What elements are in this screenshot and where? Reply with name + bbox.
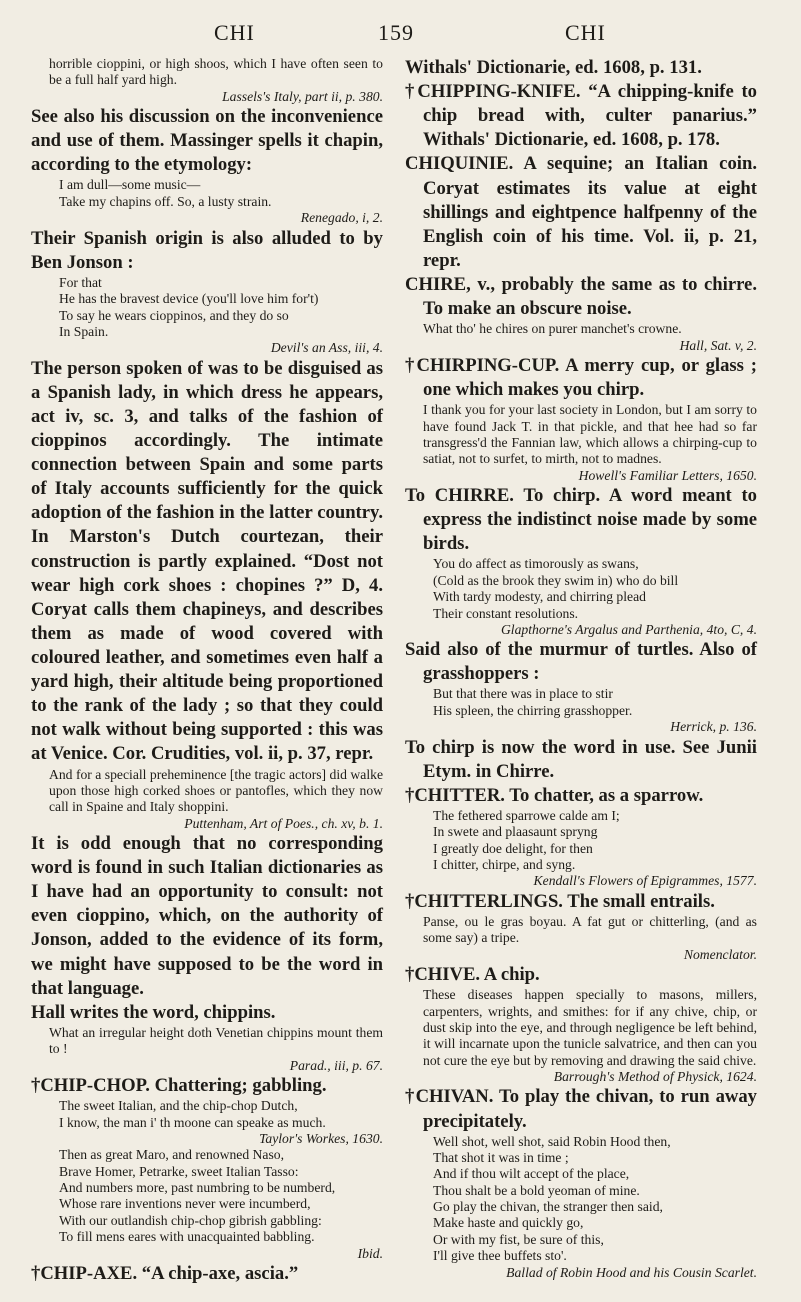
verse-line: I am dull—some music— bbox=[59, 177, 201, 193]
prose-quotation: And for a speciall preheminence [the tragic actors] did walke upon those high corked shoes or pantofles, which they now call in Spaine and Italy shoppini. bbox=[49, 766, 383, 815]
verse-quotation bbox=[405, 556, 757, 622]
verse-quotation bbox=[405, 1134, 757, 1265]
dictionary-entry: †CHITTERLINGS. The small entrails. bbox=[405, 890, 715, 912]
right-column bbox=[405, 56, 757, 1281]
citation: Renegado, i, 2. bbox=[300, 210, 383, 226]
verse-quotation bbox=[31, 1147, 383, 1245]
verse-line: Make haste and quickly go, bbox=[433, 1215, 584, 1231]
verse-line: Brave Homer, Petrarke, sweet Italian Tasso: bbox=[59, 1163, 299, 1179]
verse-line: In Spain. bbox=[59, 323, 109, 339]
citation: Howell's Familiar Letters, 1650. bbox=[578, 467, 757, 483]
verse-quotation bbox=[405, 808, 757, 874]
verse-quotation bbox=[31, 1098, 383, 1131]
body-paragraph: See also his discussion on the inconvenience and use of them. Massinger spells it chapin, according to the etymology: bbox=[31, 106, 383, 176]
dictionary-entry: †CHIPPING-KNIFE. “A chipping-knife to chip bread with, culter panarius.” Withals' Dictionarie, ed. 1608, p. 178. bbox=[405, 81, 757, 151]
prose-quotation: horrible cioppini, or high shoos, which I have often seen to be a full half yard high. bbox=[49, 56, 383, 88]
body-paragraph: Their Spanish origin is also alluded to by Ben Jonson : bbox=[31, 227, 383, 273]
verse-line: Or with my fist, be sure of this, bbox=[433, 1231, 604, 1247]
verse-line: I greatly doe delight, for then bbox=[433, 840, 593, 856]
citation: Barrough's Method of Physick, 1624. bbox=[553, 1069, 757, 1085]
verse-line: Then as great Maro, and renowned Naso, bbox=[59, 1147, 284, 1163]
verse-line: Thou shalt be a bold yeoman of mine. bbox=[433, 1182, 640, 1198]
verse-line: Take my chapins off. So, a lusty strain. bbox=[59, 193, 272, 209]
verse-line: And numbers more, past numbring to be numberd, bbox=[59, 1180, 336, 1196]
verse-line: The fethered sparrowe calde am I; bbox=[433, 807, 620, 823]
verse-line: I know, the man i' th moone can speake as much. bbox=[59, 1114, 326, 1130]
running-header bbox=[0, 12, 801, 52]
citation: Hall, Sat. v, 2. bbox=[679, 337, 757, 353]
citation: Parad., iii, p. 67. bbox=[289, 1057, 383, 1073]
verse-line: With our outlandish chip-chop gibrish gabbling: bbox=[59, 1212, 322, 1228]
verse-line: To fill mens eares with unacquainted babbling. bbox=[59, 1229, 315, 1245]
verse-line: But that there was in place to stir bbox=[433, 686, 613, 702]
verse-line: (Cold as the brook they swim in) who do bill bbox=[433, 572, 679, 588]
dictionary-entry: CHIRE, v., probably the same as to chirre. To make an obscure noise. bbox=[405, 273, 757, 320]
verse-line: Well shot, well shot, said Robin Hood then, bbox=[433, 1133, 671, 1149]
verse-line: He has the bravest device (you'll love him for't) bbox=[59, 291, 319, 307]
verse-line: That shot it was in time ; bbox=[433, 1149, 569, 1165]
dictionary-entry: †CHIVE. A chip. bbox=[405, 964, 540, 986]
prose-quotation: These diseases happen specially to masons, millers, carpenters, wrights, and smithes: for if any chive, chip, or dust skip into the eye, and through negligence be left behind, it will incarnate upon the tunicle salvatrice, and then can you not cure the eye but by removing and drawing the said chive. bbox=[423, 987, 757, 1068]
verse-line: I'll give thee buffets sto'. bbox=[433, 1248, 567, 1264]
verse-line: And if thou wilt accept of the place, bbox=[433, 1166, 630, 1182]
verse-line: The sweet Italian, and the chip-chop Dutch, bbox=[59, 1098, 298, 1114]
left-column bbox=[31, 56, 383, 1286]
citation: Ballad of Robin Hood and his Cousin Scarlet. bbox=[506, 1264, 757, 1280]
verse-line: Their constant resolutions. bbox=[433, 605, 579, 621]
dictionary-entry: †CHIRPING-CUP. A merry cup, or glass ; one which makes you chirp. bbox=[405, 354, 757, 401]
verse-quotation bbox=[31, 275, 383, 341]
dictionary-entry: To CHIRRE. To chirp. A word meant to express the indistinct noise made by some birds. bbox=[405, 485, 757, 555]
citation: Herrick, p. 136. bbox=[670, 719, 757, 735]
citation: Kendall's Flowers of Epigrammes, 1577. bbox=[533, 873, 757, 889]
citation: Puttenham, Art of Poes., ch. xv, b. 1. bbox=[184, 815, 383, 831]
dictionary-entry: To chirp is now the word in use. See Junii Etym. in Chirre. bbox=[405, 736, 757, 782]
citation: Lassels's Italy, part ii, p. 380. bbox=[222, 88, 383, 104]
dictionary-entry: †CHITTER. To chatter, as a sparrow. bbox=[405, 784, 704, 806]
verse-line: In swete and plaasaunt spryng bbox=[433, 824, 598, 840]
verse-quotation bbox=[405, 686, 757, 719]
citation: Glapthorne's Argalus and Parthenia, 4to, C, 4. bbox=[500, 621, 757, 637]
body-paragraph: It is odd enough that no corresponding word is found in such Italian dictionaries as I have had an opportunity to consult: not even cioppino, which, on the authority of Jonson, added to the evidence of its form, we might have supposed to be the word in that language. bbox=[31, 833, 383, 999]
prose-quotation: Panse, ou le gras boyau. A fat gut or chitterling, (and as some say) a tripe. bbox=[423, 913, 757, 946]
dictionary-entry: †CHIVAN. To play the chivan, to run away precipitately. bbox=[405, 1086, 757, 1132]
verse-quotation bbox=[31, 177, 383, 210]
dictionary-entry: CHIQUINIE. A sequine; an Italian coin. Coryat estimates its value at eight shillings and eightpence halfpenny of the English coin of his time. Vol. ii, p. 21, repr. bbox=[405, 153, 757, 271]
prose-quotation: What tho' he chires on purer manchet's crowne. bbox=[423, 321, 682, 337]
verse-line: To say he wears cioppinos, and they do so bbox=[59, 307, 289, 323]
citation: Taylor's Workes, 1630. bbox=[259, 1130, 383, 1146]
dictionary-entry: Withals' Dictionarie, ed. 1608, p. 131. bbox=[405, 57, 702, 78]
dictionary-entry: Said also of the murmur of turtles. Also of grasshoppers : bbox=[405, 639, 757, 685]
verse-line: You do affect as timorously as swans, bbox=[433, 556, 639, 572]
verse-line: His spleen, the chirring grasshopper. bbox=[433, 702, 633, 718]
citation: Ibid. bbox=[357, 1245, 383, 1261]
verse-line: For that bbox=[59, 274, 102, 290]
verse-line: With tardy modesty, and chirring plead bbox=[433, 589, 646, 605]
dictionary-entry: †CHIP-AXE. “A chip-axe, ascia.” bbox=[31, 1262, 299, 1284]
citation: Nomenclator. bbox=[683, 946, 757, 962]
verse-line: Whose rare inventions never were incumberd, bbox=[59, 1196, 311, 1212]
verse-line: I chitter, chirpe, and syng. bbox=[433, 857, 576, 873]
header-left-guide-word: CHI bbox=[214, 20, 255, 45]
header-right-guide-word: CHI bbox=[565, 20, 606, 45]
dictionary-entry: †CHIP-CHOP. Chattering; gabbling. bbox=[31, 1075, 327, 1097]
page-number: 159 bbox=[378, 20, 414, 45]
body-paragraph: The person spoken of was to be disguised as a Spanish lady, in which dress he appears, act iv, sc. 3, and talks of the fashion of cioppinos accordingly. The intimate connection between Spain and some parts of Italy accounts sufficiently for the quick adoption of the fashion in the latter country. In Marston's Dutch courtezan, their construction is partly explained. “Dost not wear high cork shoes : chopines ?” D, 4. Coryat calls them chapineys, and describes them as made of wood covered with coloured leather, and sometimes even half a yard high, their altitude being proportioned to the rank of the lady ; so that they could not walk without being supported : this was at Venice. Cor. Crudities, vol. ii, p. 37, repr. bbox=[31, 357, 383, 765]
body-paragraph: Hall writes the word, chippins. bbox=[31, 1001, 276, 1023]
prose-quotation: What an irregular height doth Venetian chippins mount them to ! bbox=[49, 1024, 383, 1057]
prose-quotation: I thank you for your last society in London, but I am sorry to have found Jack T. in that pickle, and that hee had so far transgress'd the Fannian law, which allows a chirping-cup to satiat, not to surfet, to mirth, not to madnes. bbox=[423, 402, 757, 467]
citation: Devil's an Ass, iii, 4. bbox=[270, 340, 383, 356]
verse-line: Go play the chivan, the stranger then said, bbox=[433, 1199, 663, 1215]
